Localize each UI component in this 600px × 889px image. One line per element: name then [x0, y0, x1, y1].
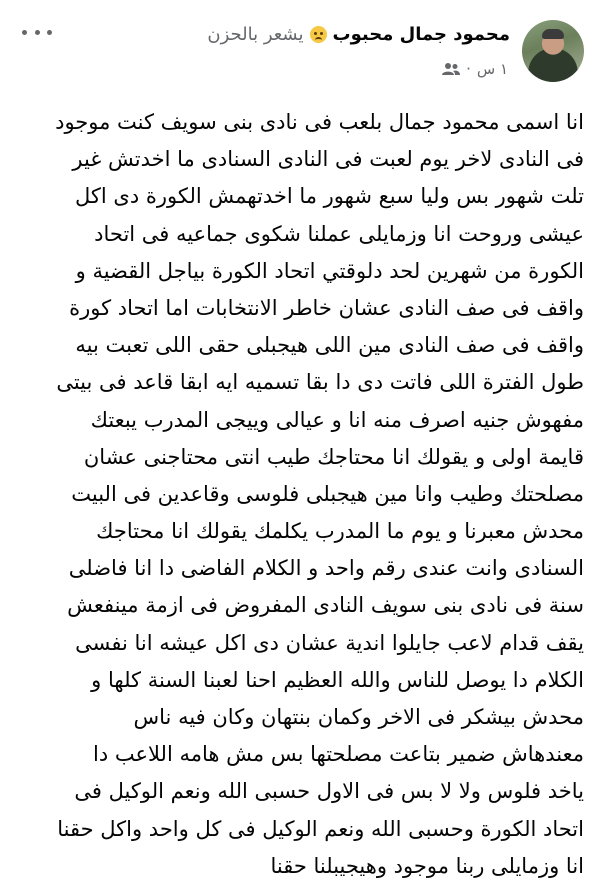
post-line: فى النادى لاخر يوم لعبت فى النادى السنادى ما اخدتش غير — [72, 147, 584, 172]
post-line: عيشى وروحت انا وزمايلى عملنا شكوى جماعيه فى اتحاد — [94, 221, 584, 246]
post-line: قايمة اولى و يقولك انا محتاجك طيب انتى محتاجنى عشان — [83, 444, 584, 469]
meta-separator: · — [466, 60, 471, 78]
post-line: طول الفترة اللى فاتت دى دا بقا تسميه ايه ابقا قاعد فى بيتى — [56, 370, 584, 395]
post-time[interactable]: ١ س — [476, 60, 508, 78]
post-line: الكلام دا يوصل للناس والله العظيم احنا لعبنا السنة كلها و — [91, 667, 584, 692]
post-text — [22, 104, 584, 885]
post-line: الكورة من شهرين لحد دلوقتي اتحاد الكورة بياجل القضية و — [75, 258, 584, 283]
author-line — [207, 24, 510, 45]
post-line: انا وزمايلى ربنا موجود وهيجيبلنا حقنا — [270, 853, 584, 878]
post-meta — [442, 60, 508, 78]
avatar-hair — [542, 29, 564, 39]
sad-face-icon — [310, 26, 327, 43]
post-header — [0, 0, 600, 96]
post-line: يقف قدام لاعب جايلوا اندية عشان دى اكل عيشه انا نفسى — [75, 630, 584, 655]
post-line: محدش معبرنا و يوم ما المدرب يكلمك يقولك انا محتاجك — [96, 519, 584, 544]
post-line: ياخد فلوس ولا لا بس فى الاول حسبى الله ونعم الوكيل فى — [74, 779, 584, 804]
post-line: معندهاش ضمير بتاعت مصلحتها بس مش هامه اللاعب دا — [93, 742, 584, 767]
more-options-icon[interactable] — [22, 22, 52, 42]
post-line: واقف فى صف النادى مين اللى هيجبلى حقى اللى تعبت بيه — [75, 333, 584, 358]
post-line: سنة فى نادى بنى سويف النادى المفروض فى ازمة مينفعش — [67, 593, 584, 618]
post-line: انا اسمى محمود جمال بلعب فى نادى بنى سويف كنت موجود — [55, 110, 584, 134]
post-line: السنادى وانت عندى رقم واحد و الكلام الفاضى دا انا فاضلى — [68, 556, 584, 581]
author-name[interactable]: محمود جمال محبوب — [332, 24, 510, 45]
post-line: مفهوش جنيه اصرف منه انا و عيالى وييجى المدرب يبعتك — [90, 407, 584, 432]
post-line: اتحاد الكورة وحسبى الله ونعم الوكيل فى كل واحد واكل حقنا — [57, 816, 584, 841]
post-line: محدش بيشكر فى الاخر وكمان بنتهان وكان فيه ناس — [133, 705, 584, 729]
feeling-label: يشعر بالحزن — [207, 24, 304, 45]
friends-icon — [442, 62, 460, 76]
post-line: تلت شهور بس وليا سبع شهور ما اخدتهمش الكورة دى اكل — [75, 184, 584, 209]
post-line: مصلحتك وطيب وانا مين هيجبلى فلوسى وقاعدين فى البيت — [71, 481, 584, 506]
author-avatar[interactable] — [522, 20, 584, 82]
post-line: واقف فى صف النادى عشان خاطر الانتخابات اما اتحاد كورة — [69, 295, 584, 320]
